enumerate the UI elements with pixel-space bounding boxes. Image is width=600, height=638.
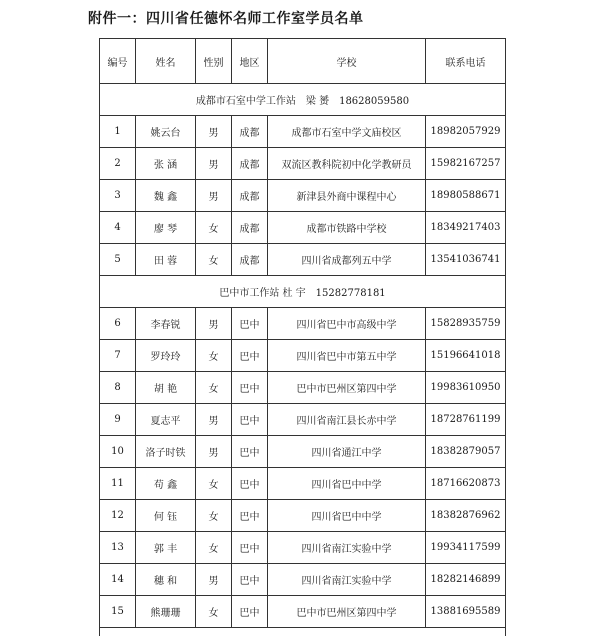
cell-phone: 15196641018: [426, 340, 506, 372]
cell-gender: 男: [196, 564, 232, 596]
cell-school: 四川省成都列五中学: [268, 244, 426, 276]
cell-region: 巴中: [232, 372, 268, 404]
cell-name: 张 涵: [136, 148, 196, 180]
table-row: [100, 596, 506, 628]
cell-phone: 18382876962: [426, 500, 506, 532]
table-row: [100, 404, 506, 436]
cell-name: 穗 和: [136, 564, 196, 596]
table-body: [100, 84, 506, 637]
table-row: [100, 436, 506, 468]
cell-name: 熊珊珊: [136, 596, 196, 628]
table-row: [100, 564, 506, 596]
cell-name: 魏 鑫: [136, 180, 196, 212]
header-gender: 性别: [196, 39, 232, 84]
header-region: 地区: [232, 39, 268, 84]
cell-gender: 女: [196, 596, 232, 628]
cell-no: 8: [100, 372, 136, 404]
table-row: [100, 532, 506, 564]
roster-table: [99, 38, 506, 636]
cell-school: 四川省巴中中学: [268, 468, 426, 500]
cell-gender: 女: [196, 340, 232, 372]
cell-phone: 18349217403: [426, 212, 506, 244]
cell-name: 廖 琴: [136, 212, 196, 244]
cell-name: 洛子时铁: [136, 436, 196, 468]
cell-region: 成都: [232, 180, 268, 212]
cell-region: 巴中: [232, 468, 268, 500]
cell-phone: 13881695589: [426, 596, 506, 628]
cell-no: 1: [100, 116, 136, 148]
cell-region: 成都: [232, 212, 268, 244]
continuation-cell: [100, 628, 506, 637]
cell-no: 6: [100, 308, 136, 340]
table-row: [100, 212, 506, 244]
cell-school: 四川省南江实验中学: [268, 532, 426, 564]
cell-gender: 男: [196, 148, 232, 180]
header-no: 编号: [100, 39, 136, 84]
cell-no: 3: [100, 180, 136, 212]
cell-school: 成都市铁路中学校: [268, 212, 426, 244]
table-row: [100, 148, 506, 180]
table-row: [100, 180, 506, 212]
cell-gender: 男: [196, 404, 232, 436]
cell-region: 巴中: [232, 532, 268, 564]
cell-no: 4: [100, 212, 136, 244]
cell-phone: 19934117599: [426, 532, 506, 564]
table-row: [100, 500, 506, 532]
cell-phone: 15982167257: [426, 148, 506, 180]
cell-region: 成都: [232, 148, 268, 180]
table-continuation-row: [100, 628, 506, 637]
cell-phone: 18982057929: [426, 116, 506, 148]
cell-name: 罗玲玲: [136, 340, 196, 372]
cell-gender: 女: [196, 532, 232, 564]
cell-name: 何 钰: [136, 500, 196, 532]
cell-region: 成都: [232, 116, 268, 148]
cell-school: 新津县外商中课程中心: [268, 180, 426, 212]
cell-region: 巴中: [232, 340, 268, 372]
cell-phone: 18382879057: [426, 436, 506, 468]
cell-name: 郭 丰: [136, 532, 196, 564]
cell-school: 双流区教科院初中化学教研员: [268, 148, 426, 180]
cell-school: 巴中市巴州区第四中学: [268, 596, 426, 628]
cell-name: 夏志平: [136, 404, 196, 436]
cell-region: 巴中: [232, 596, 268, 628]
cell-region: 巴中: [232, 404, 268, 436]
table-row: [100, 116, 506, 148]
cell-gender: 男: [196, 308, 232, 340]
cell-school: 巴中市巴州区第四中学: [268, 372, 426, 404]
cell-no: 15: [100, 596, 136, 628]
cell-name: 田 蓉: [136, 244, 196, 276]
cell-gender: 女: [196, 212, 232, 244]
cell-phone: 19983610950: [426, 372, 506, 404]
table-row: [100, 244, 506, 276]
cell-phone: 15828935759: [426, 308, 506, 340]
cell-phone: 18728761199: [426, 404, 506, 436]
cell-region: 巴中: [232, 500, 268, 532]
cell-gender: 男: [196, 180, 232, 212]
cell-name: 李春锐: [136, 308, 196, 340]
table-row: [100, 468, 506, 500]
table-header: [100, 39, 506, 84]
header-name: 姓名: [136, 39, 196, 84]
cell-school: 四川省南江实验中学: [268, 564, 426, 596]
cell-no: 11: [100, 468, 136, 500]
cell-gender: 男: [196, 436, 232, 468]
cell-gender: 女: [196, 244, 232, 276]
cell-school: 四川省巴中市第五中学: [268, 340, 426, 372]
cell-no: 12: [100, 500, 136, 532]
cell-name: 姚云台: [136, 116, 196, 148]
cell-school: 四川省通江中学: [268, 436, 426, 468]
cell-phone: 18716620873: [426, 468, 506, 500]
cell-phone: 18282146899: [426, 564, 506, 596]
cell-name: 苟 鑫: [136, 468, 196, 500]
document-title: 附件一：四川省任德怀名师工作室学员名单: [88, 11, 364, 27]
cell-no: 2: [100, 148, 136, 180]
cell-school: 四川省巴中中学: [268, 500, 426, 532]
header-school: 学校: [268, 39, 426, 84]
cell-region: 巴中: [232, 436, 268, 468]
cell-region: 巴中: [232, 308, 268, 340]
table-row: [100, 372, 506, 404]
cell-no: 14: [100, 564, 136, 596]
table-row: [100, 340, 506, 372]
group-row: [100, 276, 506, 308]
cell-phone: 13541036741: [426, 244, 506, 276]
cell-school: 四川省巴中市高级中学: [268, 308, 426, 340]
group-label: 巴中市工作站 杜 宇 15282778181: [100, 276, 506, 308]
group-label: 成都市石室中学工作站 梁 赟 18628059580: [100, 84, 506, 116]
cell-gender: 女: [196, 468, 232, 500]
cell-no: 13: [100, 532, 136, 564]
cell-region: 成都: [232, 244, 268, 276]
header-phone: 联系电话: [426, 39, 506, 84]
cell-gender: 男: [196, 116, 232, 148]
cell-no: 5: [100, 244, 136, 276]
cell-gender: 女: [196, 372, 232, 404]
cell-no: 7: [100, 340, 136, 372]
cell-phone: 18980588671: [426, 180, 506, 212]
cell-school: 成都市石室中学文庙校区: [268, 116, 426, 148]
cell-no: 10: [100, 436, 136, 468]
cell-gender: 女: [196, 500, 232, 532]
cell-name: 胡 艳: [136, 372, 196, 404]
group-row: [100, 84, 506, 116]
cell-no: 9: [100, 404, 136, 436]
cell-school: 四川省南江县长赤中学: [268, 404, 426, 436]
table-row: [100, 308, 506, 340]
cell-region: 巴中: [232, 564, 268, 596]
